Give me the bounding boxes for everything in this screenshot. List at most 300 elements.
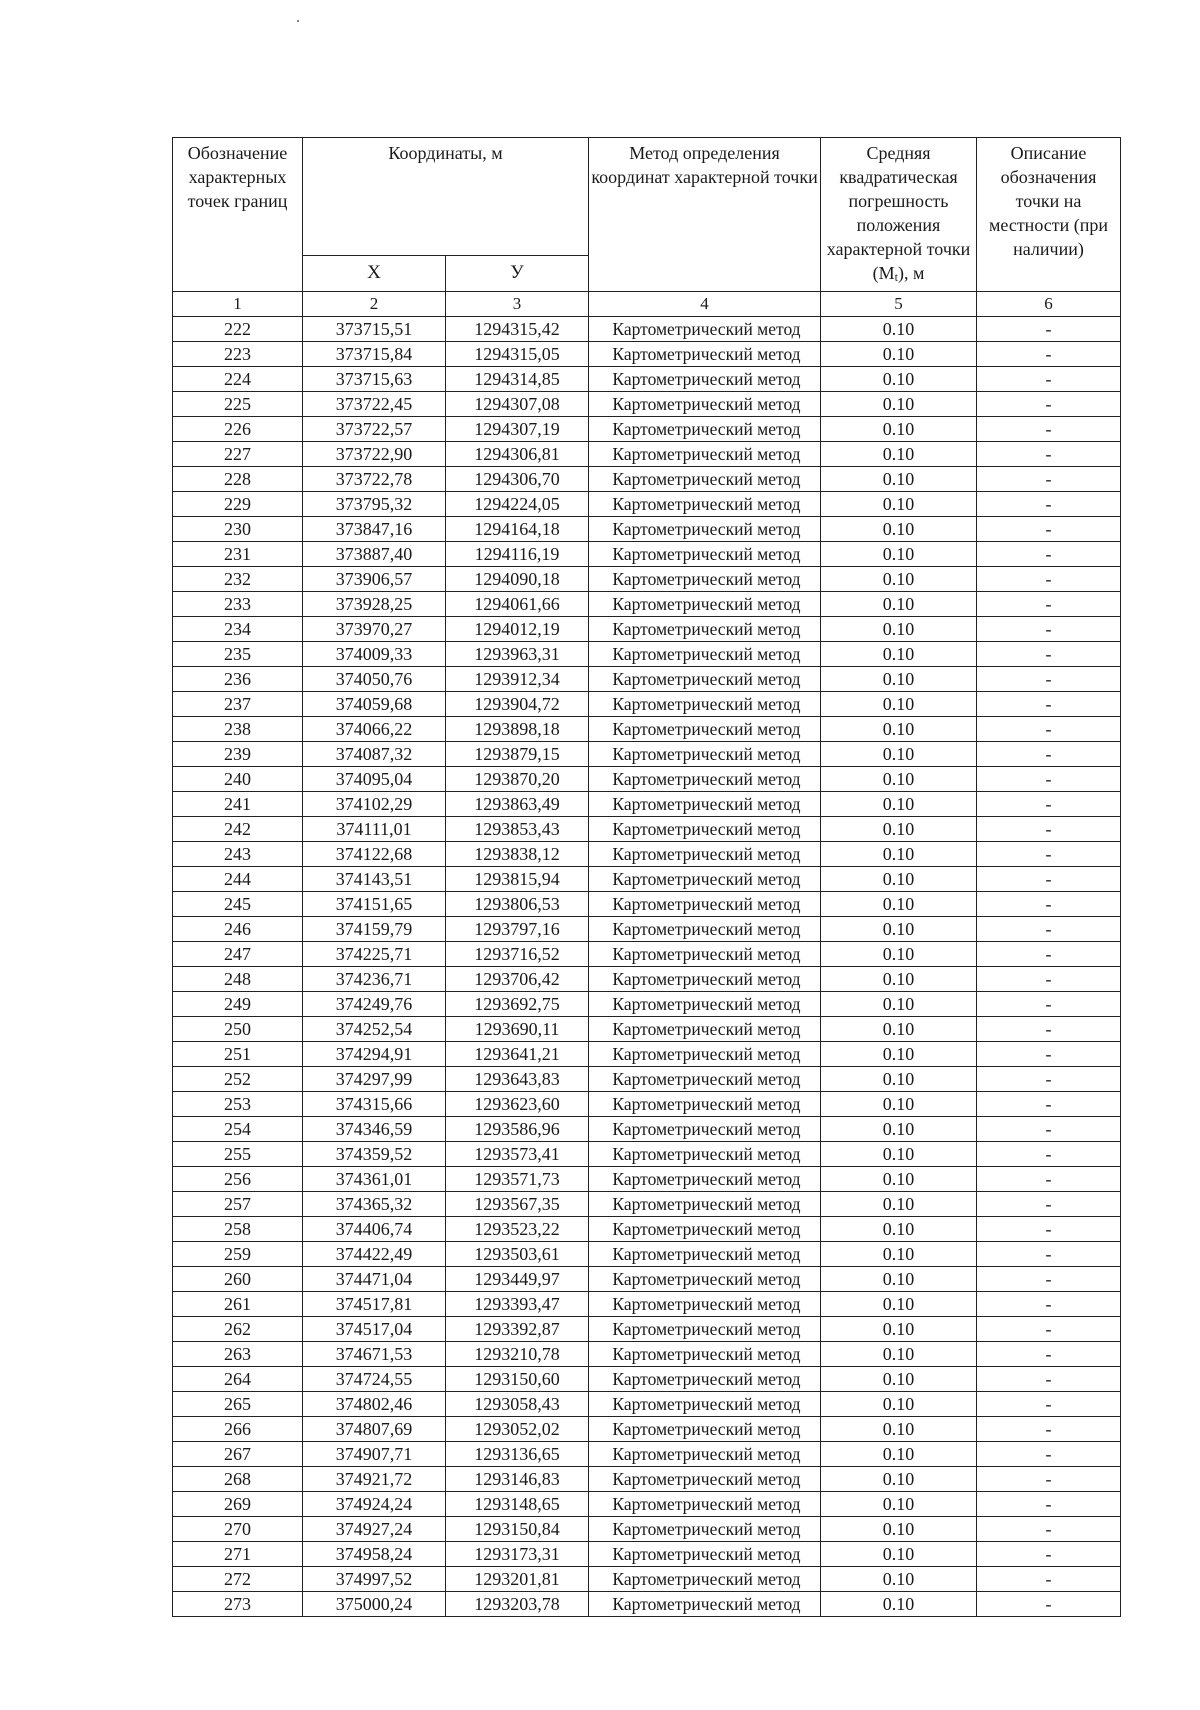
y-coordinate-cell: 1293173,31 <box>446 1542 589 1567</box>
point-number-cell: 248 <box>173 967 303 992</box>
description-cell: - <box>977 1142 1121 1167</box>
point-number-cell: 247 <box>173 942 303 967</box>
mean-error-cell: 0.10 <box>821 1467 977 1492</box>
x-coordinate-cell: 374315,66 <box>303 1092 446 1117</box>
y-coordinate-cell: 1293863,49 <box>446 792 589 817</box>
table-row <box>173 492 1121 517</box>
description-cell: - <box>977 942 1121 967</box>
description-cell: - <box>977 1442 1121 1467</box>
method-cell: Картометрический метод <box>589 1542 821 1567</box>
y-coordinate-cell: 1294116,19 <box>446 542 589 567</box>
mean-error-cell: 0.10 <box>821 1442 977 1467</box>
mean-error-cell: 0.10 <box>821 742 977 767</box>
x-coordinate-cell: 373970,27 <box>303 617 446 642</box>
table-row <box>173 1192 1121 1217</box>
point-number-cell: 266 <box>173 1417 303 1442</box>
x-coordinate-cell: 374927,24 <box>303 1517 446 1542</box>
method-cell: Картометрический метод <box>589 1267 821 1292</box>
table-row <box>173 1392 1121 1417</box>
mean-error-cell: 0.10 <box>821 842 977 867</box>
point-number-cell: 249 <box>173 992 303 1017</box>
point-number-cell: 256 <box>173 1167 303 1192</box>
description-cell: - <box>977 1092 1121 1117</box>
column-number-row <box>173 292 1121 317</box>
mean-error-cell: 0.10 <box>821 867 977 892</box>
point-number-cell: 251 <box>173 1042 303 1067</box>
table-row <box>173 467 1121 492</box>
description-cell: - <box>977 817 1121 842</box>
point-number-cell: 225 <box>173 392 303 417</box>
method-cell: Картометрический метод <box>589 992 821 1017</box>
point-number-cell: 269 <box>173 1492 303 1517</box>
y-coordinate-cell: 1293146,83 <box>446 1467 589 1492</box>
point-number-cell: 253 <box>173 1092 303 1117</box>
point-number-cell: 237 <box>173 692 303 717</box>
method-cell: Картометрический метод <box>589 1417 821 1442</box>
mean-error-cell: 0.10 <box>821 592 977 617</box>
x-coordinate-cell: 374294,91 <box>303 1042 446 1067</box>
point-number-cell: 261 <box>173 1292 303 1317</box>
point-number-cell: 234 <box>173 617 303 642</box>
y-coordinate-cell: 1293150,84 <box>446 1517 589 1542</box>
x-coordinate-cell: 374346,59 <box>303 1117 446 1142</box>
method-cell: Картометрический метод <box>589 667 821 692</box>
table-row <box>173 442 1121 467</box>
method-cell: Картометрический метод <box>589 592 821 617</box>
table-row <box>173 1492 1121 1517</box>
table-row <box>173 842 1121 867</box>
point-number-cell: 222 <box>173 317 303 342</box>
method-cell: Картометрический метод <box>589 792 821 817</box>
mean-error-cell: 0.10 <box>821 792 977 817</box>
x-coordinate-cell: 374517,04 <box>303 1317 446 1342</box>
x-coordinate-cell: 373722,90 <box>303 442 446 467</box>
description-cell: - <box>977 917 1121 942</box>
table-row <box>173 1367 1121 1392</box>
method-cell: Картометрический метод <box>589 917 821 942</box>
table-row <box>173 1142 1121 1167</box>
mean-error-cell: 0.10 <box>821 692 977 717</box>
x-coordinate-cell: 373795,32 <box>303 492 446 517</box>
point-number-cell: 224 <box>173 367 303 392</box>
y-coordinate-cell: 1294090,18 <box>446 567 589 592</box>
method-cell: Картометрический метод <box>589 542 821 567</box>
mean-error-cell: 0.10 <box>821 1292 977 1317</box>
y-coordinate-cell: 1293815,94 <box>446 867 589 892</box>
mean-error-cell: 0.10 <box>821 667 977 692</box>
method-cell: Картометрический метод <box>589 367 821 392</box>
y-coordinate-cell: 1293641,21 <box>446 1042 589 1067</box>
x-coordinate-cell: 374143,51 <box>303 867 446 892</box>
description-cell: - <box>977 742 1121 767</box>
point-number-cell: 235 <box>173 642 303 667</box>
x-coordinate-cell: 374102,29 <box>303 792 446 817</box>
mean-error-cell: 0.10 <box>821 517 977 542</box>
method-cell: Картометрический метод <box>589 1192 821 1217</box>
table-row <box>173 1292 1121 1317</box>
table-row <box>173 1117 1121 1142</box>
y-coordinate-cell: 1293879,15 <box>446 742 589 767</box>
description-cell: - <box>977 767 1121 792</box>
method-cell: Картометрический метод <box>589 617 821 642</box>
description-cell: - <box>977 367 1121 392</box>
y-coordinate-cell: 1293904,72 <box>446 692 589 717</box>
y-coordinate-cell: 1293797,16 <box>446 917 589 942</box>
y-coordinate-cell: 1293643,83 <box>446 1067 589 1092</box>
mean-error-cell: 0.10 <box>821 1092 977 1117</box>
description-cell: - <box>977 392 1121 417</box>
x-coordinate-cell: 374802,46 <box>303 1392 446 1417</box>
mean-error-cell: 0.10 <box>821 1167 977 1192</box>
method-cell: Картометрический метод <box>589 442 821 467</box>
y-coordinate-cell: 1294061,66 <box>446 592 589 617</box>
x-coordinate-cell: 374066,22 <box>303 717 446 742</box>
y-coordinate-cell: 1294012,19 <box>446 617 589 642</box>
description-cell: - <box>977 317 1121 342</box>
description-cell: - <box>977 1567 1121 1592</box>
point-number-cell: 267 <box>173 1442 303 1467</box>
point-number-cell: 252 <box>173 1067 303 1092</box>
method-cell: Картометрический метод <box>589 517 821 542</box>
table-row <box>173 617 1121 642</box>
mean-error-cell: 0.10 <box>821 1192 977 1217</box>
x-coordinate-cell: 374924,24 <box>303 1492 446 1517</box>
table-row <box>173 1092 1121 1117</box>
y-coordinate-cell: 1293690,11 <box>446 1017 589 1042</box>
mean-error-cell: 0.10 <box>821 1242 977 1267</box>
table-row <box>173 717 1121 742</box>
x-coordinate-cell: 374958,24 <box>303 1542 446 1567</box>
method-cell: Картометрический метод <box>589 742 821 767</box>
table-body <box>173 317 1121 1617</box>
column-number: 6 <box>977 292 1121 317</box>
table-row <box>173 317 1121 342</box>
x-coordinate-cell: 374236,71 <box>303 967 446 992</box>
table-row <box>173 392 1121 417</box>
x-coordinate-cell: 374050,76 <box>303 667 446 692</box>
description-cell: - <box>977 1292 1121 1317</box>
point-number-cell: 233 <box>173 592 303 617</box>
y-coordinate-cell: 1293623,60 <box>446 1092 589 1117</box>
method-cell: Картометрический метод <box>589 1167 821 1192</box>
mean-error-cell: 0.10 <box>821 442 977 467</box>
table-row <box>173 917 1121 942</box>
x-coordinate-cell: 375000,24 <box>303 1592 446 1617</box>
mean-error-cell: 0.10 <box>821 1217 977 1242</box>
x-coordinate-cell: 373715,63 <box>303 367 446 392</box>
table-row <box>173 417 1121 442</box>
point-number-cell: 246 <box>173 917 303 942</box>
y-coordinate-cell: 1293058,43 <box>446 1392 589 1417</box>
point-number-cell: 270 <box>173 1517 303 1542</box>
mean-error-cell: 0.10 <box>821 492 977 517</box>
method-cell: Картометрический метод <box>589 642 821 667</box>
method-cell: Картометрический метод <box>589 1567 821 1592</box>
point-number-cell: 254 <box>173 1117 303 1142</box>
y-coordinate-cell: 1294224,05 <box>446 492 589 517</box>
y-coordinate-cell: 1293449,97 <box>446 1267 589 1292</box>
table-header <box>173 138 1121 317</box>
description-cell: - <box>977 1517 1121 1542</box>
table-row <box>173 1042 1121 1067</box>
table-row <box>173 1267 1121 1292</box>
point-number-cell: 258 <box>173 1217 303 1242</box>
description-cell: - <box>977 1542 1121 1567</box>
point-number-cell: 232 <box>173 567 303 592</box>
method-cell: Картометрический метод <box>589 1067 821 1092</box>
x-coordinate-cell: 374365,32 <box>303 1192 446 1217</box>
table-row <box>173 1242 1121 1267</box>
method-cell: Картометрический метод <box>589 1467 821 1492</box>
method-cell: Картометрический метод <box>589 417 821 442</box>
method-cell: Картометрический метод <box>589 892 821 917</box>
x-coordinate-cell: 373887,40 <box>303 542 446 567</box>
description-cell: - <box>977 642 1121 667</box>
point-number-cell: 223 <box>173 342 303 367</box>
method-cell: Картометрический метод <box>589 1392 821 1417</box>
y-coordinate-cell: 1294164,18 <box>446 517 589 542</box>
x-coordinate-cell: 374359,52 <box>303 1142 446 1167</box>
table-row <box>173 1067 1121 1092</box>
table-row <box>173 642 1121 667</box>
point-number-cell: 272 <box>173 1567 303 1592</box>
description-cell: - <box>977 1192 1121 1217</box>
column-number: 2 <box>303 292 446 317</box>
y-coordinate-cell: 1293838,12 <box>446 842 589 867</box>
mean-error-cell: 0.10 <box>821 1017 977 1042</box>
description-cell: - <box>977 1117 1121 1142</box>
header-y: У <box>446 255 589 291</box>
x-coordinate-cell: 374249,76 <box>303 992 446 1017</box>
y-coordinate-cell: 1294306,70 <box>446 467 589 492</box>
point-number-cell: 243 <box>173 842 303 867</box>
x-coordinate-cell: 374009,33 <box>303 642 446 667</box>
description-cell: - <box>977 542 1121 567</box>
method-cell: Картометрический метод <box>589 1317 821 1342</box>
method-cell: Картометрический метод <box>589 1367 821 1392</box>
table-row <box>173 992 1121 1017</box>
description-cell: - <box>977 992 1121 1017</box>
table-row <box>173 1592 1121 1617</box>
y-coordinate-cell: 1293052,02 <box>446 1417 589 1442</box>
method-cell: Картометрический метод <box>589 767 821 792</box>
description-cell: - <box>977 892 1121 917</box>
x-coordinate-cell: 374111,01 <box>303 817 446 842</box>
y-coordinate-cell: 1293963,31 <box>446 642 589 667</box>
description-cell: - <box>977 867 1121 892</box>
point-number-cell: 273 <box>173 1592 303 1617</box>
y-coordinate-cell: 1294314,85 <box>446 367 589 392</box>
description-cell: - <box>977 1342 1121 1367</box>
point-number-cell: 242 <box>173 817 303 842</box>
method-cell: Картометрический метод <box>589 867 821 892</box>
table-row <box>173 942 1121 967</box>
mean-error-cell: 0.10 <box>821 917 977 942</box>
mean-error-cell: 0.10 <box>821 542 977 567</box>
point-number-cell: 259 <box>173 1242 303 1267</box>
method-cell: Картометрический метод <box>589 942 821 967</box>
y-coordinate-cell: 1293523,22 <box>446 1217 589 1242</box>
table-row <box>173 517 1121 542</box>
method-cell: Картометрический метод <box>589 1142 821 1167</box>
y-coordinate-cell: 1293393,47 <box>446 1292 589 1317</box>
x-coordinate-cell: 374361,01 <box>303 1167 446 1192</box>
table-row <box>173 342 1121 367</box>
x-coordinate-cell: 373722,45 <box>303 392 446 417</box>
y-coordinate-cell: 1293503,61 <box>446 1242 589 1267</box>
table-row <box>173 1467 1121 1492</box>
mean-error-cell: 0.10 <box>821 1542 977 1567</box>
header-mean-error-subscript: t <box>894 270 898 284</box>
point-number-cell: 255 <box>173 1142 303 1167</box>
point-number-cell: 226 <box>173 417 303 442</box>
point-number-cell: 244 <box>173 867 303 892</box>
description-cell: - <box>977 442 1121 467</box>
point-number-cell: 271 <box>173 1542 303 1567</box>
table-row <box>173 767 1121 792</box>
mean-error-cell: 0.10 <box>821 617 977 642</box>
description-cell: - <box>977 717 1121 742</box>
y-coordinate-cell: 1294315,42 <box>446 317 589 342</box>
y-coordinate-cell: 1293136,65 <box>446 1442 589 1467</box>
x-coordinate-cell: 373847,16 <box>303 517 446 542</box>
x-coordinate-cell: 374406,74 <box>303 1217 446 1242</box>
header-description: Описание обозначения точки на местности (при наличии) <box>977 138 1121 292</box>
description-cell: - <box>977 1592 1121 1617</box>
description-cell: - <box>977 1417 1121 1442</box>
mean-error-cell: 0.10 <box>821 467 977 492</box>
y-coordinate-cell: 1293692,75 <box>446 992 589 1017</box>
description-cell: - <box>977 592 1121 617</box>
mean-error-cell: 0.10 <box>821 1417 977 1442</box>
y-coordinate-cell: 1294307,08 <box>446 392 589 417</box>
y-coordinate-cell: 1293806,53 <box>446 892 589 917</box>
method-cell: Картометрический метод <box>589 342 821 367</box>
mean-error-cell: 0.10 <box>821 417 977 442</box>
table-row <box>173 1342 1121 1367</box>
method-cell: Картометрический метод <box>589 1592 821 1617</box>
description-cell: - <box>977 1242 1121 1267</box>
y-coordinate-cell: 1294307,19 <box>446 417 589 442</box>
mean-error-cell: 0.10 <box>821 1342 977 1367</box>
method-cell: Картометрический метод <box>589 1342 821 1367</box>
x-coordinate-cell: 374517,81 <box>303 1292 446 1317</box>
table-row <box>173 967 1121 992</box>
description-cell: - <box>977 842 1121 867</box>
method-cell: Картометрический метод <box>589 467 821 492</box>
point-number-cell: 250 <box>173 1017 303 1042</box>
header-mean-error <box>821 138 977 292</box>
description-cell: - <box>977 1042 1121 1067</box>
header-coordinates: Координаты, м <box>303 138 589 256</box>
table-row <box>173 867 1121 892</box>
y-coordinate-cell: 1293392,87 <box>446 1317 589 1342</box>
table-row <box>173 1517 1121 1542</box>
description-cell: - <box>977 967 1121 992</box>
x-coordinate-cell: 374159,79 <box>303 917 446 942</box>
column-number: 3 <box>446 292 589 317</box>
description-cell: - <box>977 1317 1121 1342</box>
header-mean-error-tail: ), м <box>897 263 925 283</box>
description-cell: - <box>977 792 1121 817</box>
mean-error-cell: 0.10 <box>821 367 977 392</box>
point-number-cell: 231 <box>173 542 303 567</box>
mean-error-cell: 0.10 <box>821 1317 977 1342</box>
x-coordinate-cell: 374059,68 <box>303 692 446 717</box>
y-coordinate-cell: 1293706,42 <box>446 967 589 992</box>
point-number-cell: 265 <box>173 1392 303 1417</box>
method-cell: Картометрический метод <box>589 1092 821 1117</box>
table-row <box>173 592 1121 617</box>
point-number-cell: 239 <box>173 742 303 767</box>
method-cell: Картометрический метод <box>589 1492 821 1517</box>
mean-error-cell: 0.10 <box>821 1567 977 1592</box>
point-number-cell: 268 <box>173 1467 303 1492</box>
x-coordinate-cell: 373722,78 <box>303 467 446 492</box>
x-coordinate-cell: 374422,49 <box>303 1242 446 1267</box>
description-cell: - <box>977 1492 1121 1517</box>
method-cell: Картометрический метод <box>589 392 821 417</box>
y-coordinate-cell: 1293912,34 <box>446 667 589 692</box>
point-number-cell: 257 <box>173 1192 303 1217</box>
x-coordinate-cell: 374151,65 <box>303 892 446 917</box>
point-number-cell: 260 <box>173 1267 303 1292</box>
table-row <box>173 892 1121 917</box>
description-cell: - <box>977 1367 1121 1392</box>
description-cell: - <box>977 1067 1121 1092</box>
point-number-cell: 262 <box>173 1317 303 1342</box>
description-cell: - <box>977 417 1121 442</box>
x-coordinate-cell: 374807,69 <box>303 1417 446 1442</box>
table-row <box>173 1442 1121 1467</box>
point-number-cell: 227 <box>173 442 303 467</box>
y-coordinate-cell: 1293573,41 <box>446 1142 589 1167</box>
column-number: 4 <box>589 292 821 317</box>
x-coordinate-cell: 374087,32 <box>303 742 446 767</box>
description-cell: - <box>977 342 1121 367</box>
y-coordinate-cell: 1293148,65 <box>446 1492 589 1517</box>
mean-error-cell: 0.10 <box>821 992 977 1017</box>
x-coordinate-cell: 373906,57 <box>303 567 446 592</box>
coordinates-table <box>172 137 1121 1617</box>
table-row <box>173 692 1121 717</box>
description-cell: - <box>977 1167 1121 1192</box>
table-row <box>173 1417 1121 1442</box>
table-row <box>173 792 1121 817</box>
method-cell: Картометрический метод <box>589 1117 821 1142</box>
method-cell: Картометрический метод <box>589 842 821 867</box>
x-coordinate-cell: 373722,57 <box>303 417 446 442</box>
y-coordinate-cell: 1293203,78 <box>446 1592 589 1617</box>
x-coordinate-cell: 374997,52 <box>303 1567 446 1592</box>
mean-error-cell: 0.10 <box>821 1492 977 1517</box>
mean-error-cell: 0.10 <box>821 1267 977 1292</box>
mean-error-cell: 0.10 <box>821 967 977 992</box>
y-coordinate-cell: 1293571,73 <box>446 1167 589 1192</box>
x-coordinate-cell: 374252,54 <box>303 1017 446 1042</box>
x-coordinate-cell: 374225,71 <box>303 942 446 967</box>
mean-error-cell: 0.10 <box>821 342 977 367</box>
x-coordinate-cell: 374671,53 <box>303 1342 446 1367</box>
description-cell: - <box>977 1217 1121 1242</box>
table-row <box>173 1017 1121 1042</box>
y-coordinate-cell: 1293567,35 <box>446 1192 589 1217</box>
x-coordinate-cell: 374095,04 <box>303 767 446 792</box>
x-coordinate-cell: 373928,25 <box>303 592 446 617</box>
table-row <box>173 367 1121 392</box>
method-cell: Картометрический метод <box>589 692 821 717</box>
table-row <box>173 742 1121 767</box>
